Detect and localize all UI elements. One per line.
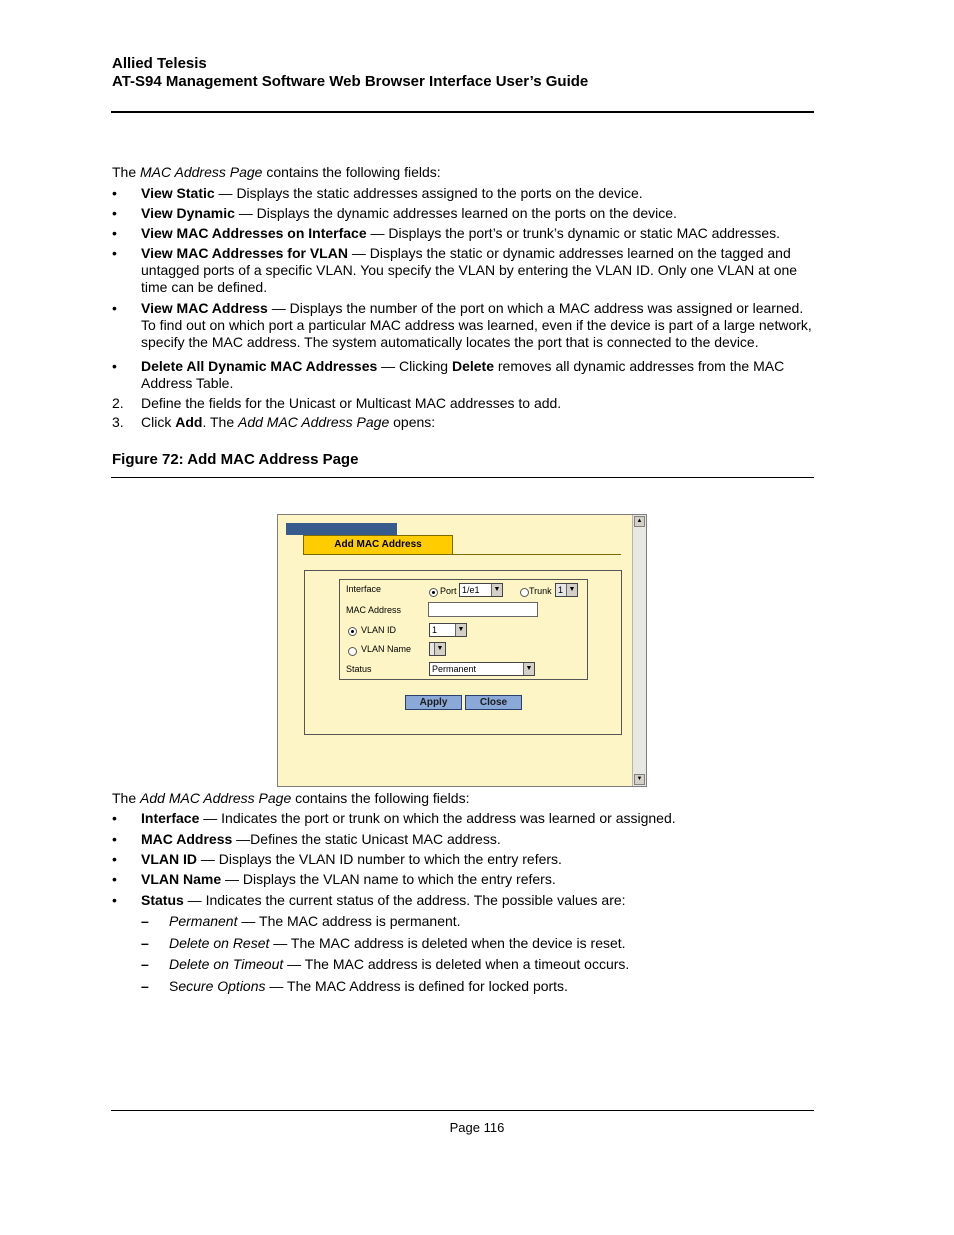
vlan-id-select[interactable]: 1 ▼: [429, 623, 467, 637]
status-select[interactable]: Permanent ▼: [429, 662, 535, 676]
mac-address-input[interactable]: [428, 602, 538, 617]
bullet: •: [112, 225, 117, 241]
add-mac-address-screenshot: [277, 514, 647, 787]
intro-paragraph: The MAC Address Page contains the following fields:: [112, 164, 441, 180]
bullet: •: [112, 300, 117, 316]
intro2-paragraph: The Add MAC Address Page contains the following fields:: [112, 790, 470, 806]
status-label: Status: [346, 664, 372, 674]
trunk-select[interactable]: 1 ▼: [555, 583, 578, 597]
dash: –: [141, 978, 149, 994]
header-rule: [111, 111, 814, 113]
port-radio[interactable]: [429, 588, 438, 597]
bullet: •: [112, 810, 117, 826]
trunk-label: Trunk: [529, 586, 552, 596]
step-number: 2.: [112, 395, 124, 411]
bullet: •: [112, 205, 117, 221]
figure-rule: [111, 477, 814, 478]
interface-label: Interface: [346, 584, 382, 594]
dash: –: [141, 913, 149, 929]
scroll-down-icon[interactable]: ▼: [634, 774, 645, 785]
title-bar: [286, 523, 397, 535]
bullet: •: [112, 892, 117, 908]
bullet: •: [112, 245, 117, 261]
vlan-name-label: VLAN Name: [361, 644, 412, 654]
mac-address-label: MAC Address: [346, 605, 402, 615]
scroll-up-icon[interactable]: ▲: [634, 516, 645, 527]
chevron-down-icon: ▼: [434, 643, 445, 655]
figure-caption: Figure 72: Add MAC Address Page: [112, 451, 359, 468]
chevron-down-icon: ▼: [523, 663, 534, 675]
port-select[interactable]: 1/e1 ▼: [459, 583, 503, 597]
footer-rule: [111, 1110, 814, 1111]
dash: –: [141, 956, 149, 972]
bullet: •: [112, 871, 117, 887]
close-button[interactable]: Close: [465, 695, 522, 710]
chevron-down-icon: ▼: [566, 584, 577, 596]
bullet: •: [112, 185, 117, 201]
guide-title: AT-S94 Management Software Web Browser Interface User’s Guide: [112, 73, 589, 90]
bullet: •: [112, 851, 117, 867]
vertical-scrollbar[interactable]: [632, 515, 646, 786]
apply-button[interactable]: Apply: [405, 695, 462, 710]
step-number: 3.: [112, 414, 124, 430]
vlan-name-radio[interactable]: [348, 647, 357, 656]
port-label: Port: [440, 586, 457, 596]
tab-add-mac-address[interactable]: Add MAC Address: [303, 535, 453, 555]
page-number: Page 116: [449, 1120, 505, 1135]
dash: –: [141, 935, 149, 951]
tab-underline: [453, 554, 621, 555]
vlan-name-select[interactable]: [429, 642, 446, 656]
bullet: •: [112, 358, 117, 374]
chevron-down-icon: ▼: [455, 624, 466, 636]
bullet: •: [112, 831, 117, 847]
trunk-radio[interactable]: [520, 588, 529, 597]
chevron-down-icon: ▼: [491, 584, 502, 596]
vlan-id-label: VLAN ID: [361, 625, 397, 635]
vlan-id-radio[interactable]: [348, 627, 357, 636]
company-name: Allied Telesis: [112, 55, 207, 72]
form-box: [339, 579, 588, 680]
